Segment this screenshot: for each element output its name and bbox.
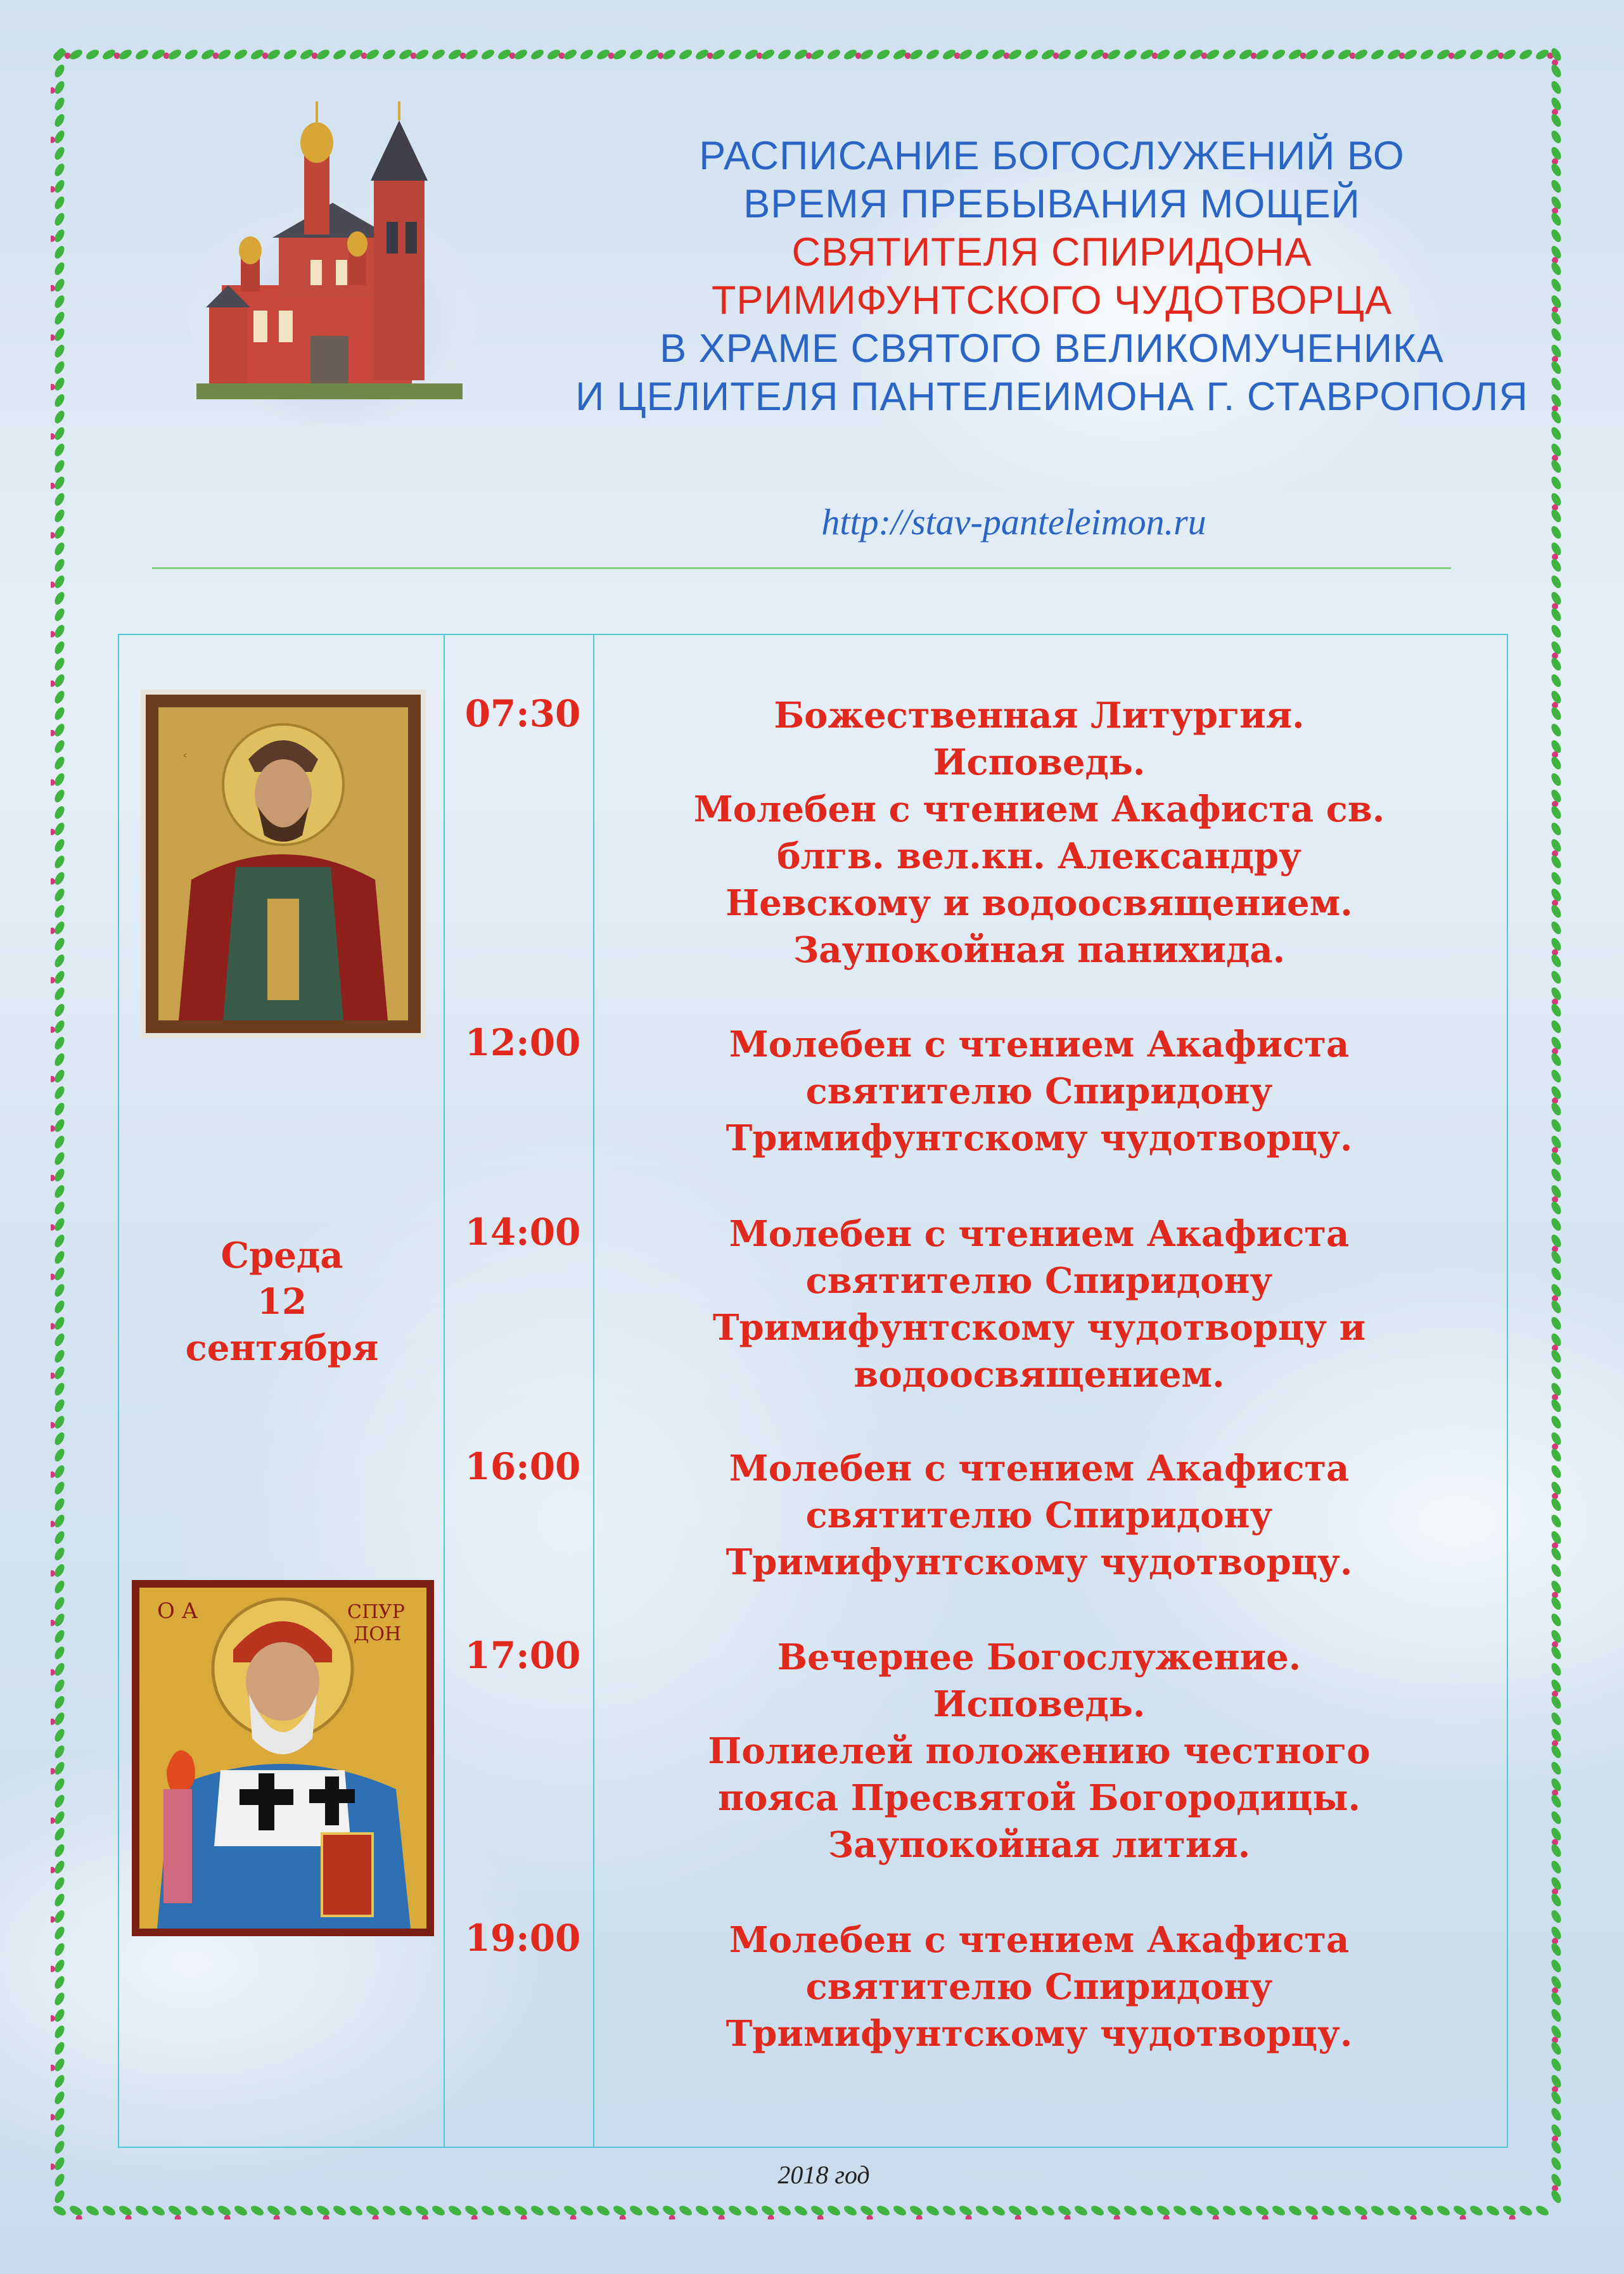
day-month: сентября (185, 1327, 379, 1369)
day-weekday: Среда (221, 1235, 343, 1276)
divider (152, 567, 1451, 569)
service-time: 14:00 (464, 1211, 581, 1254)
day-number: 12 (257, 1281, 307, 1323)
service-line: Тримифунтскому чудотворцу. (726, 1117, 1353, 1159)
svg-text:ДОН: ДОН (354, 1623, 402, 1645)
svg-text:СПУР: СПУР (347, 1601, 405, 1623)
year-note: 2018 год (777, 2161, 870, 2189)
service-line: Тримифунтскому чудотворцу. (726, 1541, 1353, 1583)
service-line: Исповедь. (933, 742, 1146, 783)
service-description (596, 692, 1483, 973)
service-line: Заупокойная панихида. (793, 929, 1286, 971)
service-line: пояса Пресвятой Богородицы. (718, 1777, 1360, 1819)
service-description (596, 1917, 1483, 2057)
service-time: 19:00 (464, 1917, 581, 1960)
service-description (596, 1634, 1483, 1868)
service-time: 16:00 (464, 1445, 581, 1488)
service-line: Молебен с чтением Акафиста св. (693, 788, 1385, 830)
service-description (596, 1021, 1483, 1162)
service-line: Полиелей положению честного (708, 1730, 1371, 1772)
service-line: Молебен с чтением Акафиста (729, 1448, 1350, 1489)
saint-alexander-nevsky-icon (141, 690, 426, 1038)
service-line: Молебен с чтением Акафиста (729, 1919, 1350, 1961)
service-time: 17:00 (464, 1634, 581, 1677)
svg-text:О А: О А (157, 1598, 198, 1624)
title-line: ВРЕМЯ ПРЕБЫВАНИЯ МОЩЕЙ (743, 182, 1360, 226)
service-line: Тримифунтскому чудотворцу. (726, 2013, 1353, 2055)
service-line: Молебен с чтением Акафиста (729, 1213, 1350, 1255)
service-line: святителю Спиридону (805, 1966, 1273, 2008)
service-line: Молебен с чтением Акафиста (729, 1024, 1350, 1065)
saint-spyridon-icon (132, 1580, 434, 1936)
page-title (532, 132, 1571, 421)
service-time: 12:00 (464, 1021, 581, 1064)
title-line: В ХРАМЕ СВЯТОГО ВЕЛИКОМУЧЕНИКА (660, 326, 1444, 371)
title-line: СВЯТИТЕЛЯ СПИРИДОНА (791, 230, 1312, 274)
service-line: Божественная Литургия. (774, 695, 1305, 736)
service-description (596, 1211, 1483, 1398)
service-line: святителю Спиридону (805, 1494, 1273, 1536)
service-line: Заупокойная лития. (828, 1824, 1251, 1866)
title-line: РАСПИСАНИЕ БОГОСЛУЖЕНИЙ ВО (699, 134, 1405, 178)
day-label (120, 1233, 444, 1371)
service-description (596, 1445, 1483, 1586)
service-line: водоосвящением. (854, 1354, 1225, 1396)
service-line: Исповедь. (933, 1683, 1146, 1725)
church-icon (184, 95, 482, 425)
service-line: Вечернее Богослужение. (777, 1636, 1301, 1678)
title-line: ТРИМИФУНТСКОГО ЧУДОТВОРЦА (711, 278, 1393, 323)
website-link[interactable]: http://stav-panteleimon.ru (821, 501, 1206, 543)
service-time: 07:30 (464, 692, 581, 735)
service-line: святителю Спиридону (805, 1260, 1273, 1302)
service-line: Невскому и водоосвящением. (726, 882, 1353, 924)
service-line: блгв. вел.кн. Александру (777, 835, 1301, 877)
title-line: И ЦЕЛИТЕЛЯ ПАНТЕЛЕИМОНА Г. СТАВРОПОЛЯ (575, 375, 1528, 419)
service-line: святителю Спиридону (805, 1070, 1273, 1112)
service-line: Тримифунтскому чудотворцу и (712, 1307, 1366, 1349)
